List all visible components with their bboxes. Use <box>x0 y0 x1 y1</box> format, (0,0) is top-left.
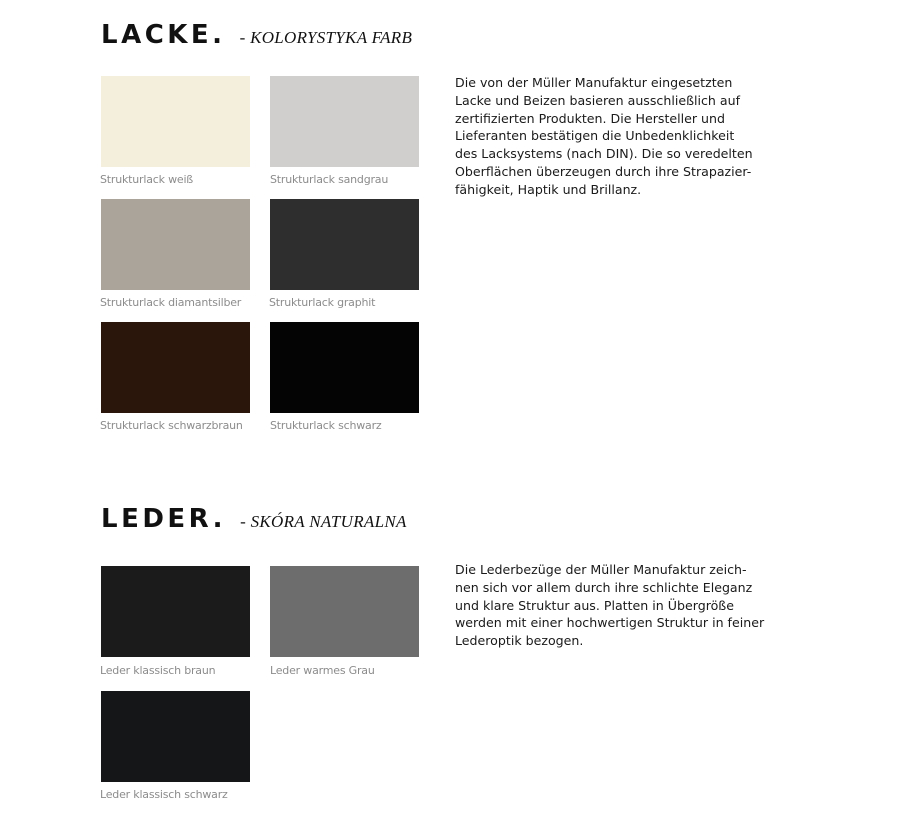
swatch-label: Strukturlack diamantsilber <box>100 296 242 309</box>
swatch-lacke-2 <box>270 76 419 167</box>
lacke-title: LACKE. <box>101 20 226 50</box>
swatch-lacke-3 <box>101 199 250 290</box>
swatch-leder-1 <box>101 566 250 657</box>
swatch-leder-3 <box>101 691 250 782</box>
swatch-lacke-6 <box>270 322 419 413</box>
swatch-lacke-4 <box>270 199 419 290</box>
swatch-label: Strukturlack graphit <box>269 296 376 309</box>
swatch-label: Leder klassisch braun <box>100 664 216 677</box>
swatch-label: Leder warmes Grau <box>270 664 375 677</box>
swatch-label: Strukturlack weiß <box>100 173 194 186</box>
leder-title: LEDER. <box>101 504 227 534</box>
swatch-label: Leder klassisch schwarz <box>100 788 228 801</box>
lacke-subtitle: - KOLORYSTYKA FARB <box>239 28 413 47</box>
swatch-lacke-5 <box>101 322 250 413</box>
leder-description: Die Lederbezüge der Müller Manufaktur zeich- nen sich vor allem durch ihre schlichte Eleganz und klare Struktur aus. Platten in Übergröße werden mit einer hochwertigen Struktur in feiner Lederoptik bezogen. <box>455 562 765 649</box>
lacke-heading <box>101 20 412 50</box>
swatch-label: Strukturlack sandgrau <box>270 173 389 186</box>
swatch-leder-2 <box>270 566 419 657</box>
leder-subtitle: - SKÓRA NATURALNA <box>240 512 407 531</box>
swatch-label: Strukturlack schwarz <box>270 419 382 432</box>
lacke-description: Die von der Müller Manufaktur eingesetzten Lacke und Beizen basieren ausschließlich auf zertifizierten Produkten. Die Hersteller und Lieferanten bestätigen die Unbedenklichkeit des Lacksystems (nach DIN). Die so veredelten Oberflächen überzeugen durch ihre Strapazier- fähigkeit, Haptik und Brillanz. <box>455 75 753 197</box>
leder-heading <box>101 504 407 534</box>
swatch-label: Strukturlack schwarzbraun <box>100 419 243 432</box>
swatch-lacke-1 <box>101 76 250 167</box>
